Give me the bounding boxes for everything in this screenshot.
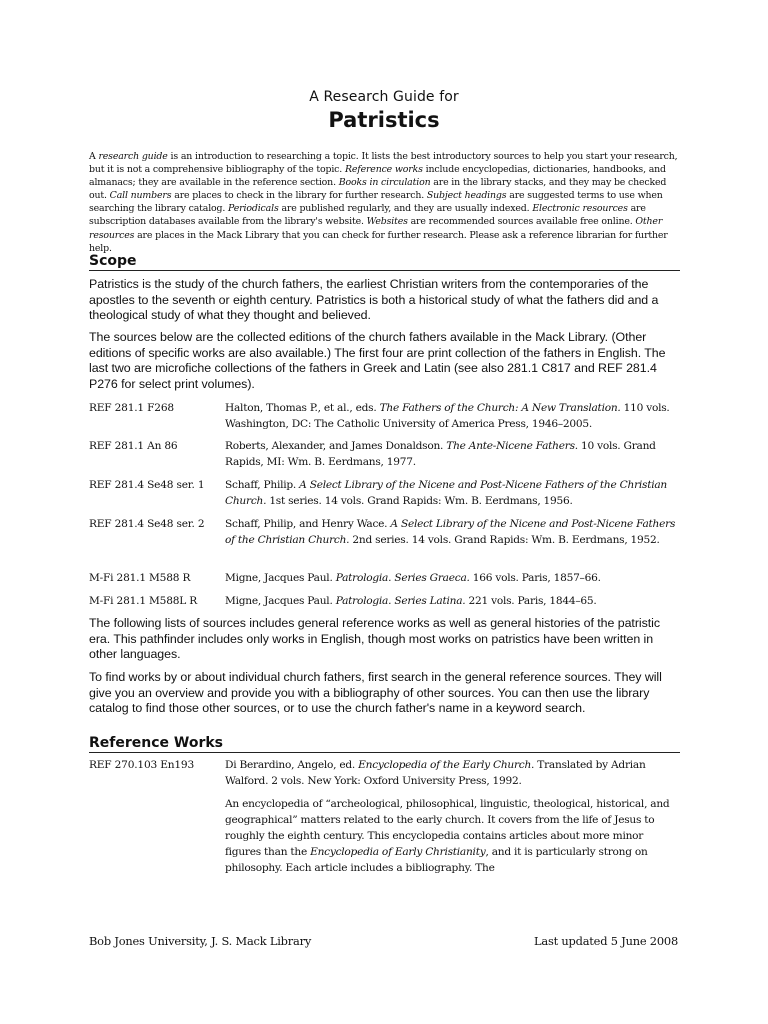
italic-text: Books in circulation: [338, 177, 431, 189]
citation: [225, 477, 685, 509]
text-run: include encyclopedias, dictionaries, handbooks, and almanacs; they are available in the reference section.: [89, 164, 666, 189]
italic-text: The Fathers of the Church: A New Translation.: [379, 402, 621, 414]
text-run: 1st series. 14 vols. Grand Rapids: Wm. B. Eerdmans, 1956.: [266, 495, 573, 507]
citation: [225, 593, 685, 609]
scope-paragraph-4: To find works by or about individual church fathers, first search in the general reference sources. They will give you an overview and provide you with a bibliography of other sources. You can then use the library catalog to find those other sources, or to use the church father's name in a keyword search.: [89, 670, 662, 716]
call-number: M-Fi 281.1 M588L R: [89, 595, 198, 607]
text-run: are places to check in the library for further research.: [171, 190, 427, 202]
scope-paragraph-3: The following lists of sources includes general reference works as well as general histories of the patristic era. This pathfinder includes only works in English, though most works on patristics have been written in other languages.: [89, 616, 660, 662]
call-number: M-Fi 281.1 M588 R: [89, 572, 191, 584]
entry-annotation: [225, 796, 675, 876]
scope-paragraph-1: Patristics is the study of the church fathers, the earliest Christian writers from the contemporaries of the apostles to the seventh or eighth century. Patristics is both a historical study of what the fathers did and a theological study of what they thought and believed.: [89, 277, 659, 323]
text-run: are suggested terms to use when searching the library catalog.: [89, 190, 663, 215]
section-heading-scope: Scope: [89, 253, 680, 271]
call-number: REF 281.1 F268: [89, 402, 174, 414]
text-run: are subscription databases available from the library's website.: [89, 203, 646, 228]
italic-text: A Select Library of the Nicene and Post-Nicene Fathers of the Christian Church.: [225, 518, 676, 546]
text-run: A: [89, 151, 99, 162]
call-number: REF 281.4 Se48 ser. 1: [89, 479, 205, 491]
text-run: 166 vols. Paris, 1857–66.: [469, 572, 601, 584]
citation: [225, 570, 685, 586]
text-run: 10 vols. Grand Rapids, MI: Wm. B. Eerdmans, 1977.: [225, 440, 656, 468]
citation: [225, 516, 685, 548]
text-run: are places in the Mack Library that you can check for further research. Please ask a reference librarian for further help.: [89, 229, 668, 254]
text-run: 2nd series. 14 vols. Grand Rapids: Wm. B. Eerdmans, 1952.: [349, 534, 660, 546]
text-run: are in the library stacks, and they may be checked out.: [89, 177, 667, 202]
text-run: 221 vols. Paris, 1844–65.: [465, 595, 597, 607]
italic-text: A Select Library of the Nicene and Post-Nicene Fathers of the Christian Church.: [225, 479, 667, 507]
text-run: Translated by Adrian Walford. 2 vols. New York: Oxford University Press, 1992.: [225, 759, 646, 787]
text-run: is an introduction to researching a topic. It lists the best introductory sources to help you start your research, but it is not a comprehensive bibliography of the topic.: [89, 151, 678, 176]
scope-paragraph-2: The sources below are the collected editions of the church fathers available in the Mack Library. (Other editions of specific works are also available.) The first four are print collection of the fathers in English. The last two are microfiche collections of the fathers in Greek and Latin (see also 281.1 C817 and REF 281.4 P276 for select print volumes).: [89, 330, 666, 391]
text-run: , and it is particularly strong on philosophy. Each article includes a bibliography. The: [225, 846, 648, 874]
italic-text: Patrologia. Series Graeca.: [335, 572, 470, 584]
footer-last-updated: Last updated 5 June 2008: [534, 934, 678, 948]
italic-text: Periodicals: [228, 203, 279, 215]
italic-text: Patrologia. Series Latina.: [335, 595, 466, 607]
page-title: Patristics: [328, 108, 440, 132]
italic-text: Other resources: [89, 216, 663, 241]
text-run: Halton, Thomas P., et al., eds.: [225, 402, 380, 414]
italic-text: Websites: [366, 216, 408, 228]
text-run: are recommended sources available free online.: [407, 216, 636, 228]
italic-text: research guide: [98, 151, 168, 162]
text-run: Migne, Jacques Paul.: [225, 595, 336, 607]
call-number: REF 281.1 An 86: [89, 440, 178, 452]
call-number: REF 281.4 Se48 ser. 2: [89, 518, 205, 530]
text-run: An encyclopedia of “archeological, philosophical, linguistic, theological, historical, and geographical” matters related to the early church. It covers from the life of Jesus to roughly the eighth century. This encyclopedia contains articles about more minor figures than the: [225, 798, 670, 858]
text-run: are published regularly, and they are usually indexed.: [278, 203, 533, 215]
citation: [225, 757, 685, 789]
guide-label: A Research Guide for: [309, 89, 459, 105]
italic-text: Encyclopedia of the Early Church.: [358, 759, 535, 771]
italic-text: Electronic resources: [532, 203, 628, 215]
italic-text: Reference works: [344, 164, 423, 176]
text-run: Schaff, Philip, and Henry Wace.: [225, 518, 391, 530]
italic-text: Call numbers: [109, 190, 172, 202]
footer-institution: Bob Jones University, J. S. Mack Library: [89, 934, 312, 948]
text-run: Schaff, Philip.: [225, 479, 300, 491]
citation: [225, 400, 685, 432]
text-run: Roberts, Alexander, and James Donaldson.: [225, 440, 447, 452]
text-run: Migne, Jacques Paul.: [225, 572, 336, 584]
italic-text: The Ante-Nicene Fathers.: [446, 440, 578, 452]
text-run: 110 vols. Washington, DC: The Catholic University of America Press, 1946–2005.: [225, 402, 670, 430]
section-heading-reference-works: Reference Works: [89, 735, 680, 753]
call-number: REF 270.103 En193: [89, 759, 194, 771]
italic-text: Encyclopedia of Early Christianity: [310, 846, 486, 858]
text-run: Di Berardino, Angelo, ed.: [225, 759, 359, 771]
italic-text: Subject headings: [426, 190, 507, 202]
citation: [225, 438, 685, 470]
intro-paragraph: [89, 150, 681, 255]
